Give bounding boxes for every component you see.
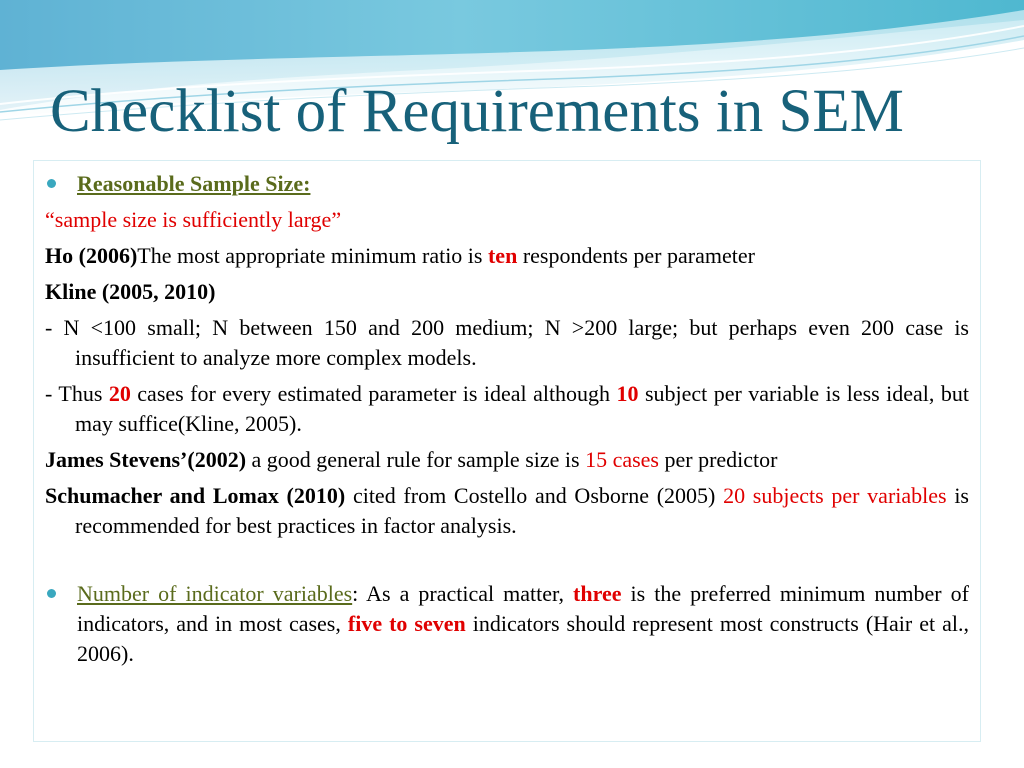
schumacher-text2: is recommended for best practices in factor analysis. bbox=[75, 483, 969, 538]
stevens-text2: per predictor bbox=[659, 447, 778, 472]
kline-item-1-text: - N <100 small; N between 150 and 200 medium; N >200 large; but perhaps even 200 case is insufficient to analyze more complex models. bbox=[45, 315, 969, 370]
ho-text1: The most appropriate minimum ratio is bbox=[137, 243, 488, 268]
stevens-author: James Stevens’(2002) bbox=[45, 447, 247, 472]
bullet-indicator-variables bbox=[45, 579, 969, 669]
ho-author: Ho (2006) bbox=[45, 243, 138, 268]
indicators-text2: is the preferred minimum number of indicators, and in most cases, bbox=[77, 581, 970, 636]
kline-item-2-pre: - Thus bbox=[45, 381, 109, 406]
bullet-dot-icon bbox=[47, 589, 56, 598]
schumacher-text1: cited from Costello and Osborne (2005) bbox=[345, 483, 724, 508]
content-box bbox=[33, 160, 981, 742]
section-heading-indicators: Number of indicator variables bbox=[77, 581, 353, 606]
kline-item-2-mid: cases for every estimated parameter is ideal although bbox=[130, 381, 617, 406]
indicators-emphasis-1: three bbox=[573, 581, 622, 606]
kline-item-2-post: subject per variable is less ideal, but may suffice(Kline, 2005). bbox=[75, 381, 969, 436]
slide-title: Checklist of Requirements in SEM bbox=[50, 78, 904, 145]
kline-heading-line bbox=[45, 277, 969, 307]
schumacher-emphasis: 20 subjects per variables bbox=[723, 483, 947, 508]
bullet-reasonable-sample-size bbox=[45, 169, 969, 199]
stevens-emphasis: 15 cases bbox=[585, 447, 659, 472]
schumacher-author: Schumacher and Lomax (2010) bbox=[45, 483, 346, 508]
kline-item-2 bbox=[45, 379, 969, 439]
ho-paragraph bbox=[45, 241, 969, 271]
ho-emphasis: ten bbox=[487, 243, 518, 268]
quote-text: “sample size is sufficiently large” bbox=[45, 207, 342, 232]
ho-text2: respondents per parameter bbox=[517, 243, 755, 268]
kline-item-2-num1: 20 bbox=[108, 381, 131, 406]
stevens-text1: a good general rule for sample size is bbox=[246, 447, 586, 472]
stevens-paragraph bbox=[45, 445, 969, 475]
kline-heading: Kline (2005, 2010) bbox=[45, 279, 216, 304]
indicators-text3: indicators should represent most constructs (Hair et al., 2006). bbox=[77, 611, 969, 666]
quote-line bbox=[45, 205, 969, 235]
kline-item-1 bbox=[45, 313, 969, 373]
section-heading-sample-size: Reasonable Sample Size: bbox=[77, 171, 311, 196]
bullet-dot-icon bbox=[47, 179, 56, 188]
indicators-text1: : As a practical matter, bbox=[352, 581, 574, 606]
schumacher-paragraph bbox=[45, 481, 969, 541]
indicators-emphasis-2: five to seven bbox=[347, 611, 466, 636]
kline-item-2-num2: 10 bbox=[616, 381, 639, 406]
